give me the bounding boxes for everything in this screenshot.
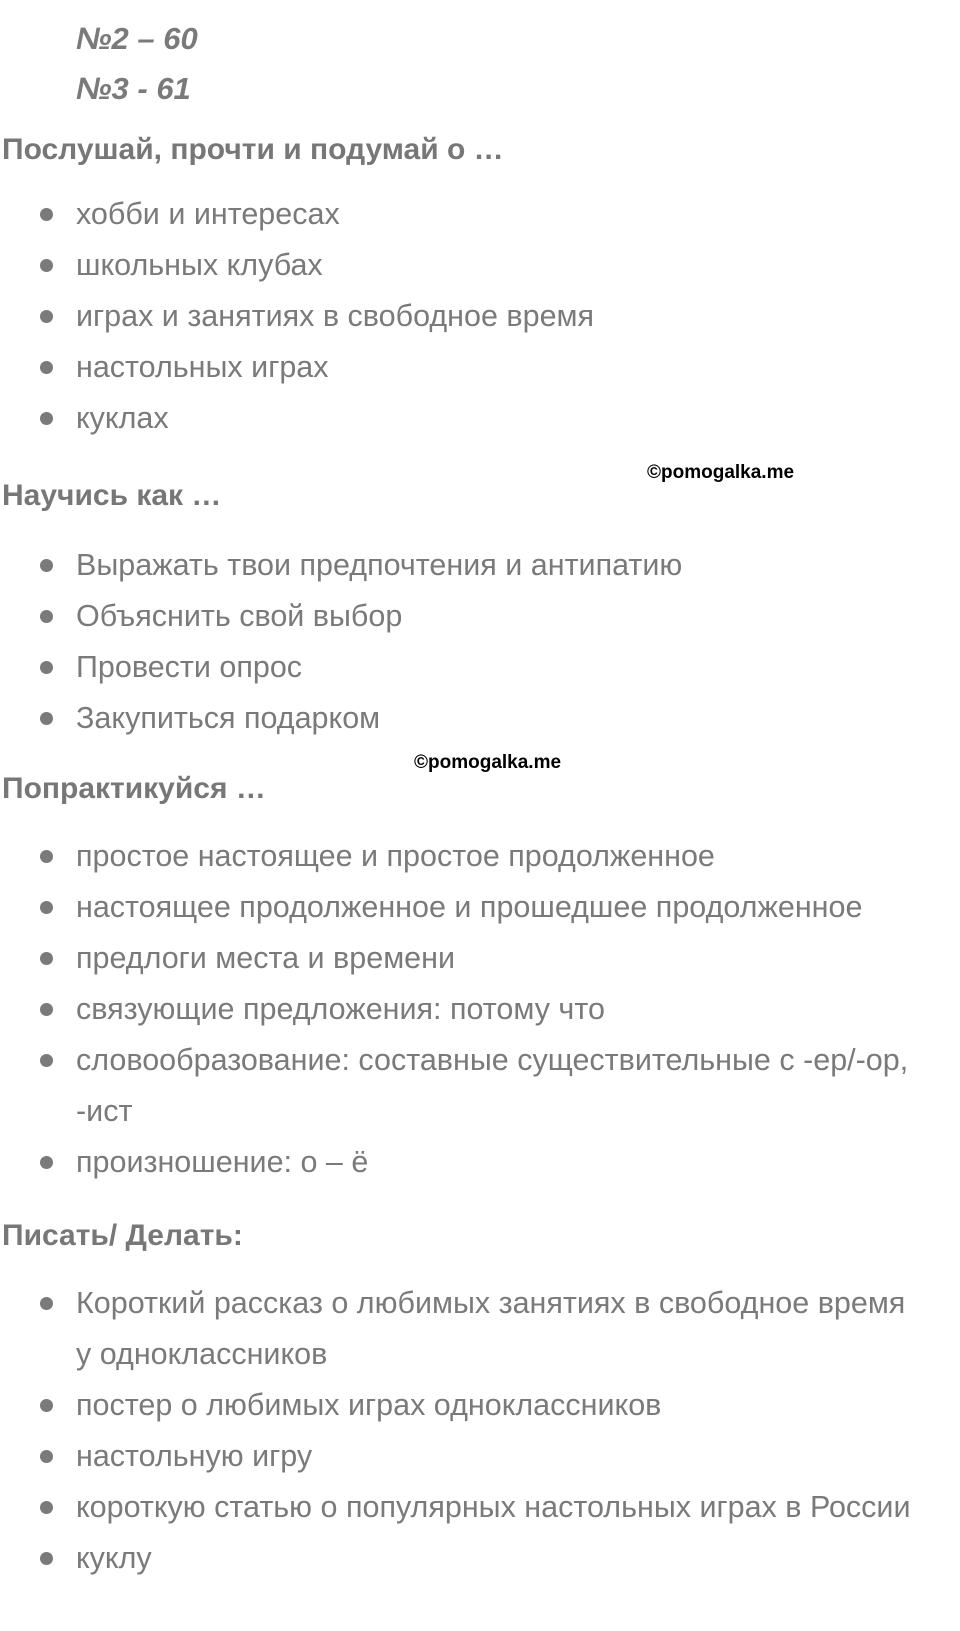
list-item: короткую статью о популярных настольных играх в России (0, 1482, 960, 1533)
bullet-icon (40, 1297, 53, 1310)
exercise-numbers (76, 14, 198, 114)
bullet-icon (40, 259, 53, 272)
bullet-list (0, 189, 960, 444)
bullet-icon (40, 850, 53, 863)
list-item: Закупиться подарком (0, 693, 960, 744)
bullet-icon (40, 1501, 53, 1514)
watermark: ©pomogalka.me (647, 462, 795, 483)
bullet-icon (40, 310, 53, 323)
list-item: Объяснить свой выбор (0, 591, 960, 642)
list-item: Провести опрос (0, 642, 960, 693)
list-item: хобби и интересах (0, 189, 960, 240)
section-heading: Научись как … (2, 479, 222, 512)
exercise-number: №3 - 61 (76, 71, 191, 106)
bullet-icon (40, 661, 53, 674)
list-item: Выражать твои предпочтения и антипатию (0, 540, 960, 591)
list-item: школьных клубах (0, 240, 960, 291)
bullet-icon (40, 1003, 53, 1016)
section-heading: Попрактикуйся … (2, 772, 266, 805)
list-item: настоящее продолженное и прошедшее продолженное (0, 882, 960, 933)
list-item: постер о любимых играх одноклассников (0, 1380, 960, 1431)
bullet-list (0, 540, 960, 744)
bullet-icon (40, 952, 53, 965)
bullet-icon (40, 1054, 53, 1067)
bullet-icon (40, 208, 53, 221)
list-item: Короткий рассказ о любимых занятиях в свободное время у одноклассников (0, 1278, 960, 1380)
section-heading: Послушай, прочти и подумай о … (2, 133, 504, 166)
list-item: настольную игру (0, 1431, 960, 1482)
list-item: связующие предложения: потому что (0, 984, 960, 1035)
bullet-list (0, 831, 960, 1188)
list-item: куклах (0, 393, 960, 444)
list-item: словообразование: составные существительные с -ер/-ор, -ист (0, 1035, 960, 1137)
bullet-icon (40, 559, 53, 572)
bullet-icon (40, 1552, 53, 1565)
watermark: ©pomogalka.me (414, 752, 562, 773)
bullet-icon (40, 901, 53, 914)
list-item: настольных играх (0, 342, 960, 393)
list-item: куклу (0, 1533, 960, 1584)
list-item: произношение: о – ё (0, 1137, 960, 1188)
bullet-icon (40, 412, 53, 425)
bullet-icon (40, 1399, 53, 1412)
bullet-list (0, 1278, 960, 1584)
exercise-number: №2 – 60 (76, 21, 198, 56)
list-item: предлоги места и времени (0, 933, 960, 984)
bullet-icon (40, 1450, 53, 1463)
list-item: простое настоящее и простое продолженное (0, 831, 960, 882)
list-item: играх и занятиях в свободное время (0, 291, 960, 342)
bullet-icon (40, 1156, 53, 1169)
bullet-icon (40, 361, 53, 374)
section-heading: Писать/ Делать: (2, 1219, 243, 1252)
bullet-icon (40, 712, 53, 725)
bullet-icon (40, 610, 53, 623)
